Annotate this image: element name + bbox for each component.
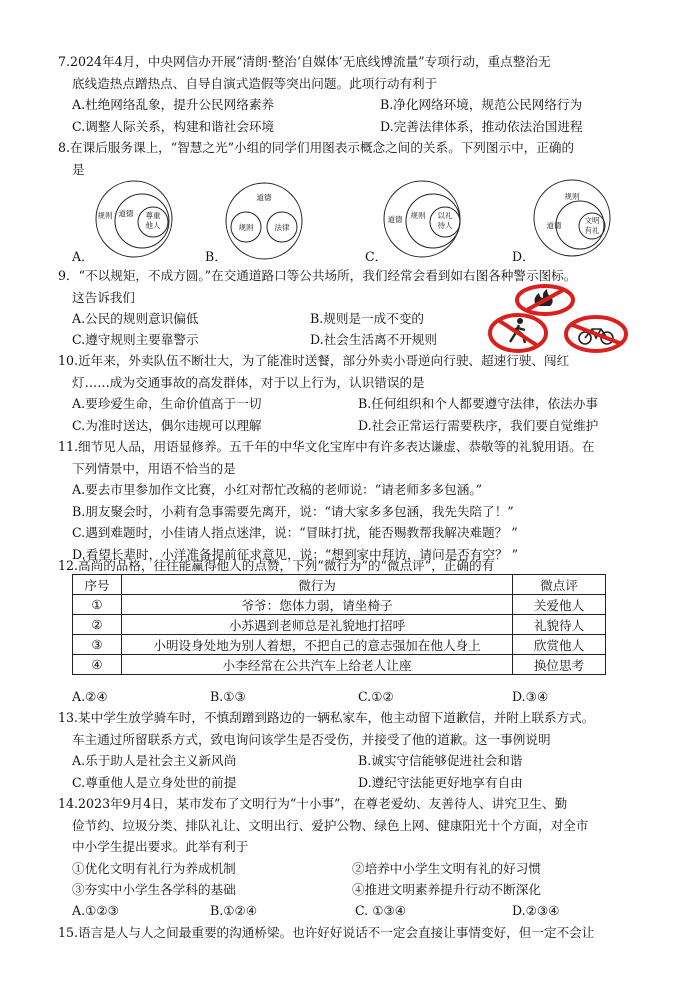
diag-b-text-3: 法律: [274, 223, 290, 232]
q7-option-c: C.调整人际关系，构建和谐社会环境: [72, 119, 275, 134]
q12-table: [72, 574, 606, 675]
diag-d-text-4: 有礼: [584, 226, 600, 235]
q8-label-b: B．: [205, 249, 227, 264]
q10-option-b: B.任何组织和个人都要遵守法律，依法办事: [358, 396, 598, 411]
diag-a-text-1: 规则: [97, 211, 113, 220]
table-row: [73, 655, 606, 675]
table-cell: ②: [73, 615, 122, 635]
diagram-d: [534, 180, 610, 256]
table-cell: 小苏遇到老师总是礼貌地打招呼: [122, 615, 513, 635]
q14-statement-3: ③夯实中小学生各学科的基础: [72, 882, 236, 897]
table-cell: ④: [73, 655, 122, 675]
q8-stem-line1: 8.在课后服务课上，“智慧之光”小组的同学们用图表示概念之间的关系。下列图示中，正确的: [58, 140, 575, 155]
warning-signs: [488, 284, 633, 356]
q14-statement-1: ①优化文明有礼行为养成机制: [72, 861, 236, 876]
q10-option-a: A.要珍爱生命，生命价值高于一切: [72, 396, 262, 411]
q13-option-a: A.乐于助人是社会主义新风尚: [72, 753, 237, 768]
q12-option-c: C.①②: [358, 689, 394, 704]
table-cell: 小明设身处地为别人着想，不把自己的意志强加在他人身上: [122, 635, 513, 655]
q9-option-d: D.社会生活离不开规则: [310, 332, 437, 347]
diag-a-text-3: 尊重: [145, 211, 161, 220]
q12-option-a: A.②④: [72, 689, 108, 704]
q14-stem-line2: 俭节约、垃圾分类、排队礼让、文明出行、爱护公物、绿色上网、健康阳光十个方面，对全市: [72, 818, 589, 833]
q9-stem-line1: 9．“不以规矩，不成方圆。”在交通道路口等公共场所，我们经常会看到如右图各种警示图标。: [58, 268, 577, 283]
q11-stem-line2: 下列情景中，用语不恰当的是: [72, 461, 236, 476]
table-cell: 欣赏他人: [513, 635, 606, 655]
q8-diagrams: [0, 178, 695, 268]
diag-a-text-4: 他人: [145, 221, 161, 230]
diag-c-text-4: 待人: [437, 221, 453, 230]
table-cell: 礼貌待人: [513, 615, 606, 635]
q11-option-d: D.看望长辈时，小洋准备提前征求意见，说：“想到家中拜访，请问是否有空？ ”: [72, 547, 519, 562]
table-header-cell: 序号: [73, 575, 122, 595]
table-header-cell: 微点评: [513, 575, 606, 595]
q8-label-d: D．: [512, 249, 535, 264]
q14-stem-line1: 14.2023年9月4日，某市发布了文明行为“十小事”，在尊老爱幼、友善待人、讲究卫生、勤: [58, 796, 568, 811]
table-cell: ③: [73, 635, 122, 655]
q9-option-b: B.规则是一成不变的: [310, 311, 425, 326]
q13-stem-line2: 车主通过所留联系方式，致电询问该学生是否受伤，并接受了他的道歉。这一事例说明: [72, 732, 551, 747]
diag-d-text-1: 规则: [564, 192, 580, 201]
q13-option-c: C.尊重他人是立身处世的前提: [72, 775, 237, 790]
no-bicycle-sign-icon: [566, 317, 626, 351]
q9-option-c: C.遵守规则主要靠警示: [72, 332, 199, 347]
q14-option-a: A.①②③: [72, 903, 119, 918]
q7-option-b: B.净化网络环境，规范公民网络行为: [380, 97, 583, 112]
diag-c-text-2: 规则: [410, 211, 426, 220]
table-cell: 小李经常在公共汽车上给老人让座: [122, 655, 513, 675]
diag-d-text-2: 道德: [546, 221, 562, 230]
diag-b-text-1: 道德: [256, 193, 272, 202]
q13-option-d: D.遵纪守法能更好地享有自由: [358, 775, 523, 790]
diag-d-text-3: 文明: [584, 216, 600, 225]
q14-stem-line3: 中小学生提出要求。此举有利于: [72, 839, 249, 854]
table-cell: 换位思考: [513, 655, 606, 675]
q8-label-a: A．: [72, 249, 94, 264]
q12-stem: 12.高尚的品格，往往能赢得他人的点赞，下列“微行为”的“微点评”，正确的有: [58, 558, 495, 573]
q14-statement-2: ②培养中小学生文明有礼的好习惯: [352, 861, 541, 876]
q7-option-a: A.杜绝网络乱象，提升公民网络素养: [72, 97, 275, 112]
q10-stem-line2: 灯……成为交通事故的高发群体，对于以上行为，认识错误的是: [72, 375, 425, 390]
q10-stem-line1: 10.近年来，外卖队伍不断壮大，为了能准时送餐，部分外卖小哥逆向行驶、超速行驶、闯红: [58, 353, 570, 368]
table-header-cell: 微行为: [122, 575, 513, 595]
q11-option-a: A.要去市里参加作文比赛，小红对帮忙改稿的老师说：“请老师多多包涵。”: [72, 482, 483, 497]
q10-option-d: D.社会正常运行需要秩序，我们要自觉维护: [358, 418, 599, 433]
diagram-a: [96, 181, 172, 257]
q8-stem-line2: 是: [72, 162, 85, 177]
q11-stem-line1: 11.细节见人品，用语显修养。五千年的中华文化宝库中有许多表达谦虚、恭敬等的礼貌用语。在: [58, 439, 595, 454]
table-cell: 关爱他人: [513, 595, 606, 615]
q14-statement-4: ④推进文明素养提升行动不断深化: [352, 882, 541, 897]
q14-option-c: C. ①③④: [355, 903, 407, 918]
table-row: [73, 635, 606, 655]
q7-option-d: D.完善法律体系，推动依法治国进程: [380, 119, 583, 134]
table-header-row: [73, 575, 606, 595]
diagram-b: [226, 183, 302, 259]
table-row: [73, 615, 606, 635]
diag-a-text-2: 道德: [118, 209, 134, 218]
no-pedestrian-sign-icon: [490, 315, 546, 351]
q7-stem-line2: 底线造热点蹭热点、自导自演式造假等突出问题。此项行动有利于: [72, 76, 438, 91]
q14-option-b: B.①②④: [210, 903, 258, 918]
q13-stem-line1: 13.某中学生放学骑车时，不慎刮蹭到路边的一辆私家车，他主动留下道歉信，并附上联系方式。: [58, 710, 595, 725]
q12-option-b: B.①③: [210, 689, 246, 704]
q13-option-b: B.诚实守信能够促进社会和谐: [358, 753, 523, 768]
q11-option-c: C.遇到难题时，小佳请人指点迷津，说：“冒昧打扰，能否赐教帮我解决难题？ ”: [72, 525, 518, 540]
q9-option-a: A.公民的规则意识偏低: [72, 311, 199, 326]
no-fire-sign-icon: [517, 286, 573, 314]
table-cell: 爷爷：您体力弱，请坐椅子: [122, 595, 513, 615]
diagram-c: [384, 181, 460, 257]
q8-label-c: C．: [365, 249, 388, 264]
table-cell: ①: [73, 595, 122, 615]
diag-c-text-1: 道德: [387, 215, 403, 224]
q7-stem-line1: 7.2024年4月，中央网信办开展“清朗·整治‘自媒体’无底线博流量”专项行动，重点整治无: [58, 54, 551, 69]
q10-option-c: C.为准时送达，偶尔违规可以理解: [72, 418, 262, 433]
table-row: [73, 595, 606, 615]
q9-stem-line2: 这告诉我们: [72, 290, 135, 305]
diag-c-text-3: 以礼: [437, 211, 453, 220]
q11-option-b: B.朋友聚会时，小莉有急事需要先离开，说：“请大家多多包涵，我先失陪了！”: [72, 504, 514, 519]
diag-b-text-2: 规则: [238, 223, 254, 232]
q12-option-d: D.③④: [512, 689, 549, 704]
q15-stem-line1: 15.语言是人与人之间最重要的沟通桥梁。也许好好说话不一定会直接让事情变好，但一定不会让: [58, 925, 595, 940]
q14-option-d: D.②③④: [512, 903, 560, 918]
